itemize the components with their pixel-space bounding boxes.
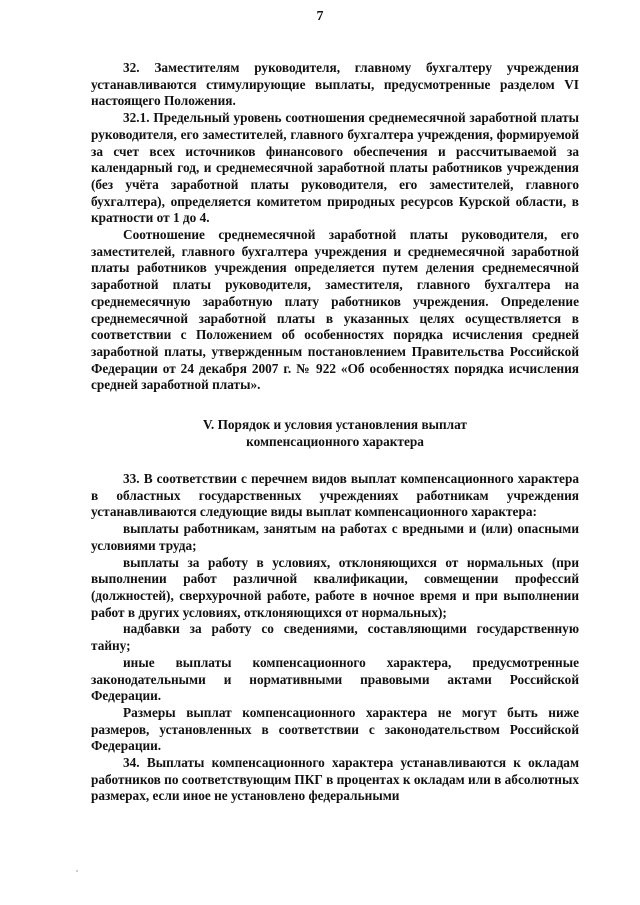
paragraph-34: 34. Выплаты компенсационного характера устанавливаются к окладам работников по соответствующим ПКГ в процентах к окладам или в абсолютных размерах, если иное не установлено федеральными	[91, 755, 579, 804]
section-heading-line1: V. Порядок и условия установления выплат	[203, 417, 467, 433]
section-heading-line2: компенсационного характера	[246, 434, 424, 450]
section-heading	[91, 416, 579, 450]
document-body	[91, 60, 579, 805]
scan-artifact	[76, 870, 78, 872]
paragraph-payment-minimum: Размеры выплат компенсационного характера не могут быть ниже размеров, установленных в соответствии с законодательством Российской Федерации.	[91, 704, 579, 754]
page-number: 7	[316, 9, 324, 24]
paragraph-salary-ratio: Соотношение среднемесячной заработной платы руководителя, его заместителей, главного бухгалтера учреждения и среднемесячной заработной платы работников учреждения определяется путем деления среднемесячной заработной платы руководителя, заместителя, главного бухгалтера на среднемесячную заработную плату работников учреждения. Определение среднемесячной заработной платы в указанных целях осуществляется в соответствии с Положением об особенностях порядка исчисления средней заработной платы, утвержденным постановлением Правительства Российской Федерации от 24 декабря 2007 г. № 922 «Об особенностях порядка исчисления средней заработной платы».	[91, 227, 579, 393]
paragraph-33: 33. В соответствии с перечнем видов выплат компенсационного характера в областных государственных учреждениях работникам учреждения устанавливаются следующие виды выплат компенсационного характера:	[91, 471, 579, 520]
list-item-other-payments: иные выплаты компенсационного характера, предусмотренные законодательными и нормативными правовыми актами Российской Федерации.	[91, 654, 579, 704]
list-item-abnormal-conditions: выплаты за работу в условиях, отклоняющихся от нормальных (при выполнении работ различной квалификации, совмещении профессий (должностей), сверхурочной работе, работе в ночное время и при выполнении работ в других условиях, отклоняющихся от нормальных);	[91, 554, 579, 620]
paragraph-32: 32. Заместителям руководителя, главному бухгалтеру учреждения устанавливаются стимулирующие выплаты, предусмотренные разделом VI настоящего Положения.	[91, 60, 579, 109]
list-item-harmful-conditions: выплаты работникам, занятым на работах с вредными и (или) опасными условиями труда;	[91, 521, 579, 553]
list-item-state-secret: надбавки за работу со сведениями, составляющими государственную тайну;	[91, 621, 579, 654]
paragraph-32-1: 32.1. Предельный уровень соотношения среднемесячной заработной платы руководителя, его заместителей, главного бухгалтера учреждения, формируемой за счет всех источников финансового обеспечения и рассчитываемой за календарный год, и среднемесячной заработной платы работников учреждения (без учёта заработной платы руководителя, его заместителей, главного бухгалтера), определяется комитетом природных ресурсов Курской области, в кратности от 1 до 4.	[91, 110, 579, 226]
